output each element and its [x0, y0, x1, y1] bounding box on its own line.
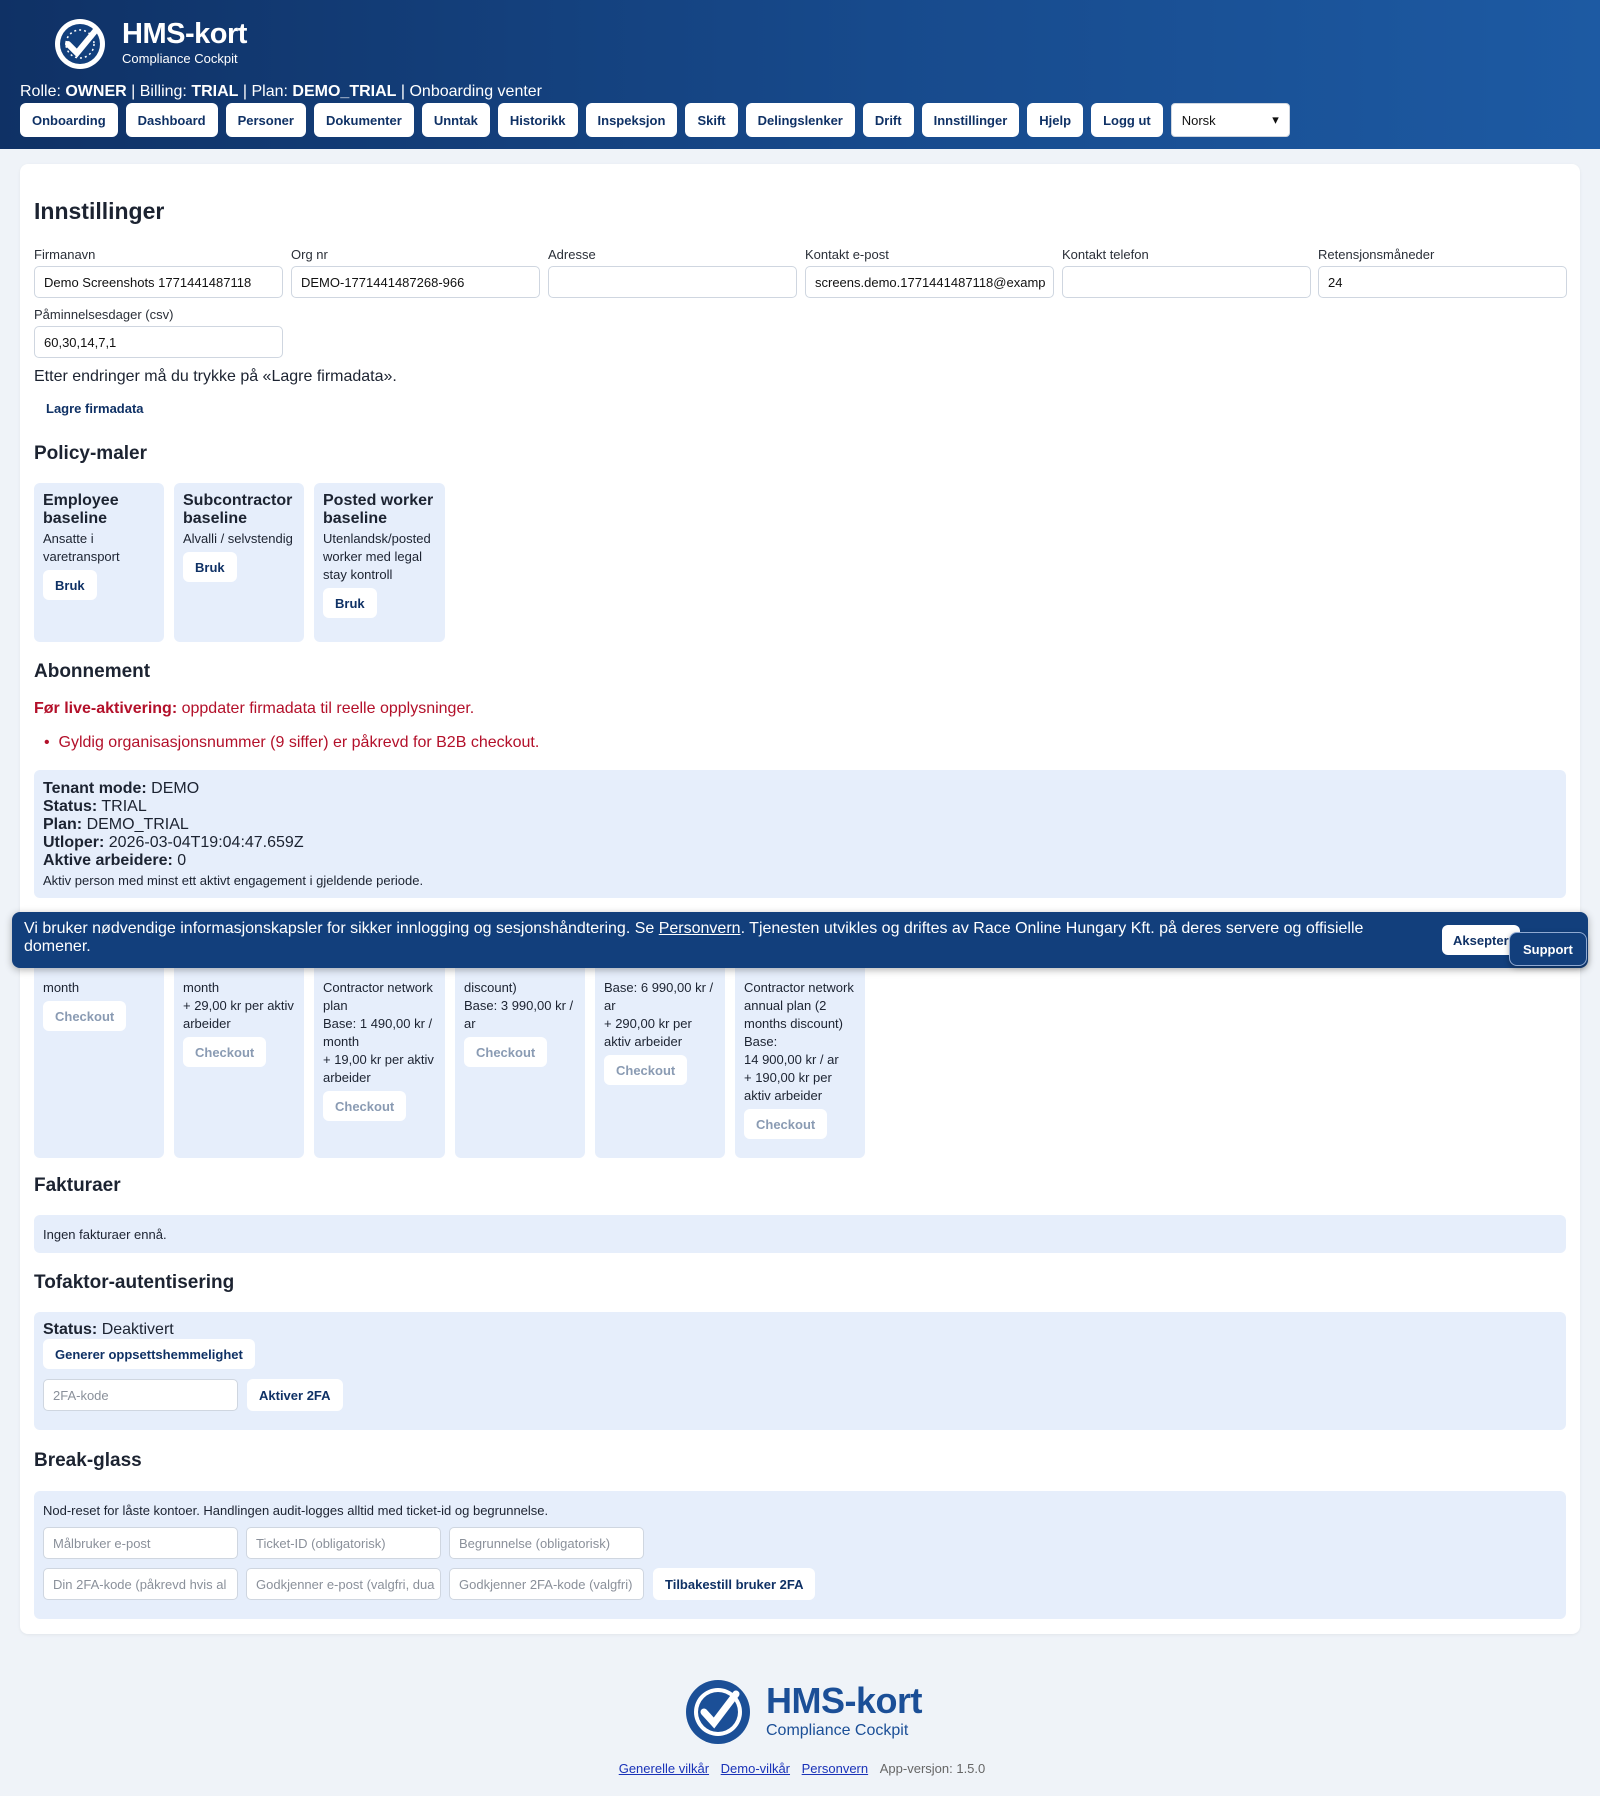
- twofa-section-title: Tofaktor-autentisering: [34, 1272, 235, 1293]
- accept-cookies-button[interactable]: Aksepter: [1442, 925, 1520, 955]
- billing-value: TRIAL: [191, 83, 239, 100]
- plan-line: month: [183, 980, 220, 995]
- nav-skift[interactable]: Skift: [685, 103, 737, 137]
- brand-logo[interactable]: [50, 14, 247, 70]
- brand-title: HMS-kort: [122, 17, 247, 50]
- no-invoices-text: Ingen fakturaer ennå.: [43, 1227, 167, 1242]
- chevron-down-icon: ▾: [1272, 112, 1279, 127]
- info-row: Status: TRIAL: [43, 798, 147, 815]
- use-template-button[interactable]: Bruk: [43, 570, 97, 600]
- template-title: Employee baseline: [43, 492, 119, 527]
- demo-terms-link[interactable]: Demo-vilkår: [720, 1761, 791, 1776]
- breakglass-panel: [34, 1491, 1566, 1619]
- plan-line: 14 900,00 kr / ar: [744, 1052, 839, 1067]
- save-note: Etter endringer må du trykke på «Lagre firmadata».: [34, 368, 397, 385]
- cookie-banner: [12, 912, 1588, 968]
- twofa-status: Status: Deaktivert: [43, 1321, 174, 1338]
- save-company-button[interactable]: Lagre firmadata: [34, 393, 156, 423]
- plan-line: + 290,00 kr per aktiv arbeider: [604, 1016, 692, 1049]
- nav-drift[interactable]: Drift: [863, 103, 914, 137]
- address-input[interactable]: [548, 266, 797, 298]
- main-nav: [20, 103, 1290, 137]
- field-label: Påminnelsesdager (csv): [34, 307, 174, 322]
- plan-line: Contractor network plan: [323, 980, 433, 1013]
- role-value: OWNER: [65, 83, 127, 100]
- checkout-button[interactable]: Checkout: [323, 1091, 406, 1121]
- twofa-code-input[interactable]: 2FA-kode: [43, 1379, 238, 1411]
- nav-innstillinger[interactable]: Innstillinger: [922, 103, 1020, 137]
- breakglass-section-title: Break-glass: [34, 1450, 142, 1471]
- nav-unntak[interactable]: Unntak: [422, 103, 490, 137]
- checkout-button[interactable]: Checkout: [43, 1001, 126, 1031]
- template-title: Posted worker baseline: [323, 492, 434, 527]
- checkout-button[interactable]: Checkout: [744, 1109, 827, 1139]
- shield-check-logo-icon: [680, 1676, 758, 1746]
- info-row: Aktive arbeidere: 0: [43, 852, 187, 869]
- template-title: Subcontractor baseline: [183, 492, 293, 527]
- account-status-line: Rolle: OWNER | Billing: TRIAL | Plan: DEMO_TRIAL | Onboarding venter: [20, 83, 543, 100]
- shield-check-logo-icon: [50, 14, 114, 70]
- info-row: Plan: DEMO_TRIAL: [43, 816, 189, 833]
- nav-dokumenter[interactable]: Dokumenter: [314, 103, 414, 137]
- warning-bullet: • Gyldig organisasjonsnummer (9 siffer) er påkrevd for B2B checkout.: [44, 734, 540, 751]
- cookie-text: Vi bruker nødvendige informasjonskapsler for sikker innlogging og sesjonshåndtering. Se Personvern. Tjenesten utvikles og driftes av Race Online Hungary Kft. på deres servere og offisielle domener.: [24, 920, 1364, 955]
- logout-button[interactable]: Logg ut: [1091, 103, 1163, 137]
- activate-2fa-button[interactable]: Aktiver 2FA: [247, 1379, 343, 1411]
- footer-links: [0, 1761, 1600, 1776]
- nav-dashboard[interactable]: Dashboard: [126, 103, 218, 137]
- reset-user-2fa-button[interactable]: Tilbakestill bruker 2FA: [653, 1568, 815, 1600]
- active-worker-note: Aktiv person med minst ett aktivt engagement i gjeldende periode.: [43, 873, 424, 888]
- plan-line: month: [43, 980, 80, 995]
- approver-email-input[interactable]: Godkjenner e-post (valgfri, dua: [246, 1568, 441, 1600]
- plan-line: + 19,00 kr per aktiv arbeider: [323, 1052, 434, 1085]
- plan-line: discount): [464, 980, 517, 995]
- privacy-link[interactable]: Personvern: [658, 920, 741, 937]
- own-2fa-code-input[interactable]: Din 2FA-kode (påkrevd hvis al: [43, 1568, 238, 1600]
- info-row: Utloper: 2026-03-04T19:04:47.659Z: [43, 834, 304, 851]
- field-label: Kontakt telefon: [1062, 247, 1149, 262]
- contact-phone-input[interactable]: [1062, 266, 1311, 298]
- generate-secret-button[interactable]: Generer oppsettshemmelighet: [43, 1339, 255, 1369]
- subscription-section-title: Abonnement: [34, 661, 151, 682]
- template-desc: Alvalli / selvstendig: [183, 531, 293, 546]
- field-label: Kontakt e-post: [805, 247, 889, 262]
- checkout-button[interactable]: Checkout: [183, 1037, 266, 1067]
- nav-onboarding[interactable]: Onboarding: [20, 103, 118, 137]
- retention-months-input[interactable]: 24: [1318, 266, 1567, 298]
- twofa-panel: [34, 1312, 1566, 1430]
- contact-email-input[interactable]: screens.demo.1771441487118@examp: [805, 266, 1054, 298]
- brand-subtitle: Compliance Cockpit: [122, 50, 238, 66]
- approver-2fa-code-input[interactable]: Godkjenner 2FA-kode (valgfri): [449, 1568, 644, 1600]
- plan-line: Contractor network annual plan (2 months discount): [744, 980, 854, 1031]
- support-button[interactable]: Support: [1509, 932, 1587, 966]
- field-label: Retensjonsmåneder: [1318, 247, 1435, 262]
- ticket-id-input[interactable]: Ticket-ID (obligatorisk): [246, 1527, 441, 1559]
- invoices-panel: [34, 1215, 1566, 1253]
- bullet-dot: •: [44, 734, 50, 751]
- template-desc: Ansatte i varetransport: [43, 531, 120, 564]
- template-desc: Utenlandsk/posted worker med legal stay kontroll: [323, 531, 431, 582]
- reminder-days-input[interactable]: 60,30,14,7,1: [34, 326, 283, 358]
- field-label: Firmanavn: [34, 247, 96, 262]
- target-user-email-input[interactable]: Målbruker e-post: [43, 1527, 238, 1559]
- top-header: [0, 0, 1600, 149]
- field-label: Adresse: [548, 247, 596, 262]
- company-name-input[interactable]: Demo Screenshots 1771441487118: [34, 266, 283, 298]
- plan-line: Base:: [744, 1034, 778, 1049]
- footer-brand-subtitle: Compliance Cockpit: [766, 1722, 909, 1739]
- invoices-section-title: Fakturaer: [34, 1175, 121, 1196]
- plan-line: Base: 3 990,00 kr / ar: [464, 998, 574, 1031]
- policy-section-title: Policy-maler: [34, 443, 147, 464]
- checkout-button[interactable]: Checkout: [604, 1055, 687, 1085]
- use-template-button[interactable]: Bruk: [183, 552, 237, 582]
- privacy-footer-link[interactable]: Personvern: [801, 1761, 869, 1776]
- plan-value: DEMO_TRIAL: [292, 83, 397, 100]
- nav-historikk[interactable]: Historikk: [498, 103, 578, 137]
- plan-line: Base: 6 990,00 kr / ar: [604, 980, 714, 1013]
- nav-inspeksjon[interactable]: Inspeksjon: [586, 103, 678, 137]
- policy-template-card: [174, 483, 304, 642]
- live-activation-warning: Før live-aktivering: oppdater firmadata til reelle opplysninger.: [34, 700, 475, 717]
- plan-line: Base: 1 490,00 kr / month: [323, 1016, 433, 1049]
- settings-card: [20, 164, 1580, 1634]
- footer-brand-title: HMS-kort: [766, 1680, 922, 1721]
- app-version: App-versjon: 1.5.0: [879, 1761, 986, 1776]
- policy-template-card: [314, 483, 445, 642]
- nav-hjelp[interactable]: Hjelp: [1027, 103, 1083, 137]
- policy-template-card: [34, 483, 164, 642]
- checkout-button[interactable]: Checkout: [464, 1037, 547, 1067]
- terms-link[interactable]: Generelle vilkår: [618, 1761, 710, 1776]
- plan-line: + 29,00 kr per aktiv arbeider: [183, 998, 294, 1031]
- plan-line: + 190,00 kr per aktiv arbeider: [744, 1070, 832, 1103]
- info-row: Tenant mode: DEMO: [43, 780, 200, 797]
- nav-personer[interactable]: Personer: [226, 103, 306, 137]
- page-title: Innstillinger: [34, 198, 165, 224]
- reason-input[interactable]: Begrunnelse (obligatorisk): [449, 1527, 644, 1559]
- footer-logo: [680, 1676, 922, 1746]
- language-select[interactable]: Norsk ▾: [1171, 103, 1290, 137]
- org-number-input[interactable]: DEMO-1771441487268-966: [291, 266, 540, 298]
- nav-delingslenker[interactable]: Delingslenker: [746, 103, 855, 137]
- use-template-button[interactable]: Bruk: [323, 588, 377, 618]
- field-label: Org nr: [291, 247, 328, 262]
- breakglass-desc: Nod-reset for låste kontoer. Handlingen audit-logges alltid med ticket-id og begrunnelse.: [43, 1503, 549, 1518]
- onboarding-status: | Onboarding venter: [400, 83, 543, 100]
- subscription-info-panel: [34, 770, 1566, 898]
